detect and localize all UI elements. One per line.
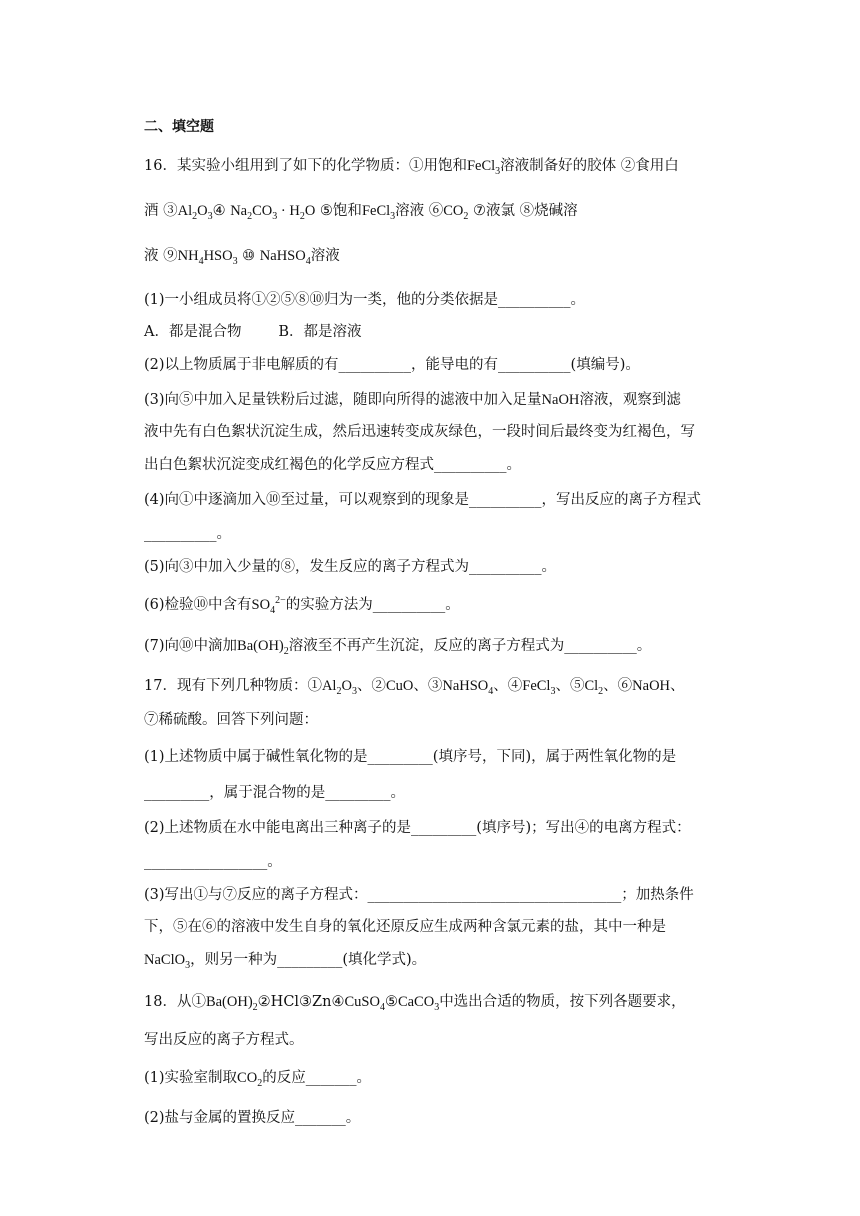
text-line: (7)向⑩中滴加$Ba(OH)_2$溶液至不再产生沉淀，反应的离子方程式为__________。: [144, 638, 652, 657]
text-line: 16．某实验小组用到了如下的化学物质：①用饱和FeCl$_3$溶液制备好的胶体 ②食用白: [144, 158, 679, 177]
text-line: A．都是混合物 B．都是溶液: [144, 324, 362, 340]
text-line: (2)盐与金属的置换反应_______。: [144, 1110, 361, 1126]
text-line: 下，⑤在⑥的溶液中发生自身的氧化还原反应生成两种含氯元素的盐，其中一种是: [144, 919, 666, 935]
text-line: (3)写出①与⑦反应的离子方程式：___________________________________；加热条件: [144, 887, 694, 903]
text-line: (1)实验室制取$CO_2$的反应_______。: [144, 1070, 371, 1089]
text-line: 写出反应的离子方程式。: [144, 1032, 304, 1048]
text-line: (1)一小组成员将①②⑤⑧⑩归为一类，他的分类依据是__________。: [144, 292, 586, 308]
text-line: 液中先有白色絮状沉淀生成，然后迅速转变成灰绿色，一段时间后最终变为红褐色，写: [144, 424, 695, 440]
text-line: (1)上述物质中属于碱性氧化物的是_________(填序号，下同)，属于两性氧化物的是: [144, 749, 677, 765]
text-line: 酒 $③Al_2O_3④$ $Na_2CO_3 \cdot H_2O$ ⑤饱和FeCl$_3$溶液 $⑥CO_2$ ⑦液氯 ⑧烧碱溶: [144, 203, 578, 222]
text-line: 液 $⑨NH_4HSO_3$ ⑩ NaHSO$_4$溶液: [144, 248, 340, 267]
text-line: (6)检验⑩中含有$SO_4^{2-}$的实验方法为__________。: [144, 595, 460, 616]
text-line: ⑦稀硫酸。回答下列问题：: [144, 712, 318, 728]
text-line: (2)以上物质属于非电解质的有__________，能导电的有__________(填编号)。: [144, 357, 640, 373]
text-line: (5)向③中加入少量的⑧，发生反应的离子方程式为__________。: [144, 559, 557, 575]
text-line: NaClO$_3$，则另一种为_________(填化学式)。: [144, 952, 427, 971]
text-line: _________________。: [144, 854, 282, 870]
section-heading: 二、填空题: [144, 119, 214, 135]
text-line: _________，属于混合物的是_________。: [144, 785, 405, 801]
text-line: (3)向⑤中加入足量铁粉后过滤，随即向所得的滤液中加入足量NaOH溶液，观察到滤: [144, 392, 681, 408]
text-line: 出白色絮状沉淀变成红褐色的化学反应方程式__________。: [144, 457, 521, 473]
text-line: 18．从$①Ba(OH)_2②HCl③Zn④CuSO_4⑤CaCO_3$中选出合适的物质，按下列各题要求，: [144, 994, 686, 1013]
text-line: 17．现有下列几种物质：$①Al_2O_3$、②CuO、③NaHSO$_4$、④FeCl$_3$、$⑤Cl_2$、⑥NaOH、: [144, 678, 685, 697]
text-line: (4)向①中逐滴加入⑩至过量，可以观察到的现象是__________，写出反应的离子方程式: [144, 492, 702, 508]
text-line: __________。: [144, 526, 231, 542]
text-line: (2)上述物质在水中能电离出三种离子的是_________(填序号)；写出④的电离方程式：: [144, 820, 691, 836]
